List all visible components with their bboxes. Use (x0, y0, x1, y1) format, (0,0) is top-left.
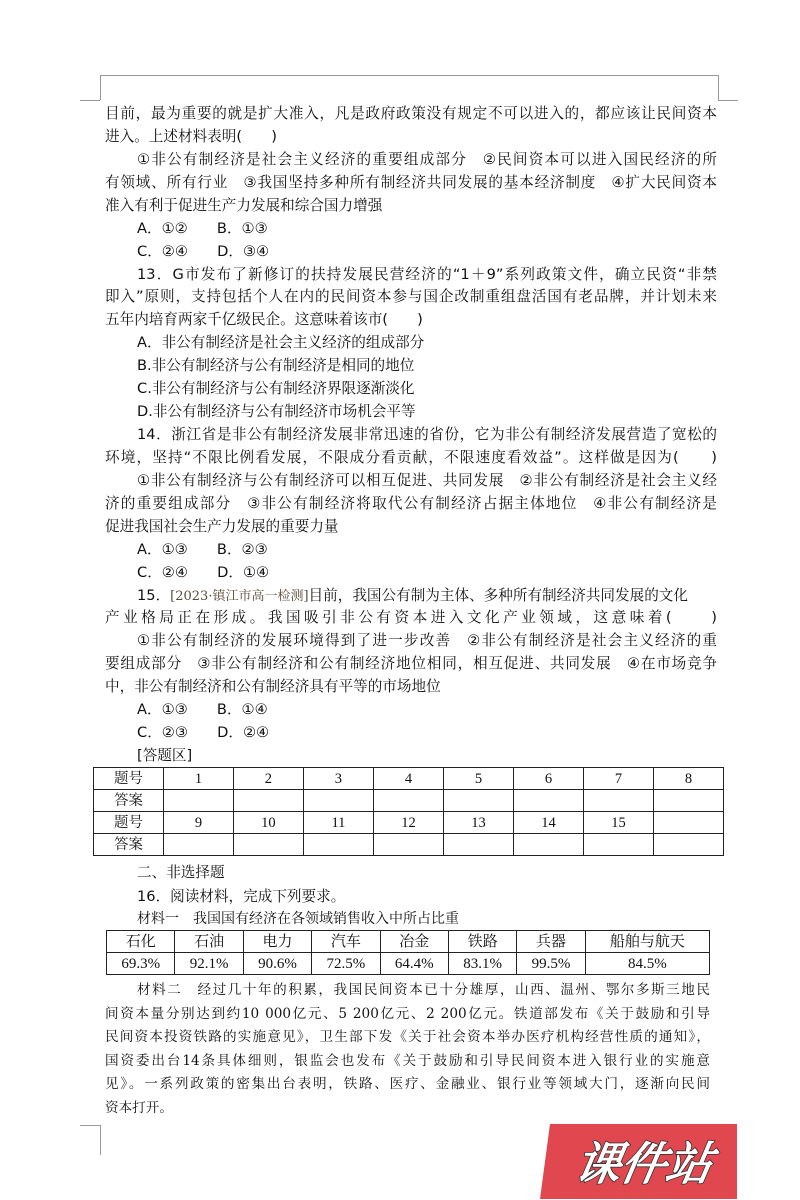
question-text: 目前，我国公有制为主体、多种所有制经济共同发展的文化 (308, 586, 688, 604)
value-cell: 83.1% (448, 953, 516, 975)
table-row (94, 768, 724, 790)
value-cell: 99.5% (517, 953, 585, 975)
header-cell: 船舶与航天 (585, 931, 709, 953)
row-header-cell: 题号 (94, 768, 164, 790)
corner-mark (80, 1125, 100, 1126)
question-number: 15． (137, 586, 171, 604)
header-cell: 铁路 (448, 931, 516, 953)
table-cell: 8 (654, 768, 724, 790)
text-line: ①非公有制经济是社会主义经济的重要组成部分 ②民间资本可以进入国民经济的所 (137, 150, 717, 168)
text-line: 见》。一系列政策的密集出台表明，铁路、医疗、金融业、银行业等领域大门，逐渐向民间 (105, 1076, 710, 1092)
value-cell: 72.5% (312, 953, 380, 975)
text-line: ①非公有制经济的发展环境得到了进一步改善 ②非公有制经济是社会主义经济的重 (137, 632, 717, 650)
header-cell: 兵器 (517, 931, 585, 953)
text-line: 即入”原则，支持包括个人在内的民间资本参与国企改制重组盘活国有老品牌，并计划未来 (105, 288, 717, 306)
table-cell (654, 812, 724, 834)
corner-mark (100, 1125, 101, 1155)
answer-area-label: [答题区] (137, 747, 193, 765)
table-cell (373, 790, 443, 812)
text-line: 国资委出台14条具体细则，银监会也发布《关于鼓励和引导民间资本进入银行业的实施意 (105, 1052, 710, 1069)
material1-title: 材料一 我国国有经济在各领域销售收入中所占比重 (137, 911, 459, 927)
text-line: 中，非公有制经济和公有制经济具有平等的市场地位 (105, 678, 441, 696)
table-cell (303, 834, 373, 856)
table-row (94, 834, 724, 856)
value-cell: 69.3% (107, 953, 175, 975)
option-line: D.非公有制经济与公有制经济市场机会平等 (137, 403, 416, 421)
text-line: 济的重要组成部分 ③非公有制经济将取代公有制经济占据主体地位 ④非公有制经济是 (105, 494, 717, 512)
row-header-cell: 答案 (94, 834, 164, 856)
table-cell (513, 790, 583, 812)
watermark-logo (540, 1124, 737, 1199)
text-line: 有领域、所有行业 ③我国坚持多种所有制经济共同发展的基本经济制度 ④扩大民间资本 (105, 173, 717, 191)
text-line: 进入。上述材料表明( ) (105, 127, 277, 145)
material1-table (106, 930, 710, 975)
question-14: 14．浙江省是非公有制经济发展非常迅速的省份，它为非公有制经济发展营造了宽松的 (137, 426, 717, 444)
corner-mark (718, 75, 719, 100)
table-cell: 12 (373, 812, 443, 834)
table-cell: 2 (233, 768, 303, 790)
value-cell: 84.5% (585, 953, 709, 975)
text-line: 材料二 经过几十年的积累，我国民间资本已十分雄厚，山西、温州、鄂尔多斯三地民 (137, 982, 710, 998)
table-cell: 6 (513, 768, 583, 790)
table-cell (303, 790, 373, 812)
section-heading: 二、非选择题 (137, 864, 225, 881)
header-cell: 石化 (107, 931, 175, 953)
corner-mark (100, 75, 101, 100)
value-cell: 92.1% (175, 953, 243, 975)
question-15 (137, 586, 717, 607)
text-line: 要组成部分 ③非公有制经济和公有制经济地位相同，相互促进、共同发展 ④在市场竞争 (105, 655, 717, 673)
table-cell: 4 (373, 768, 443, 790)
table-cell: 15 (583, 812, 653, 834)
table-cell: 13 (443, 812, 513, 834)
text-line: 产业格局正在形成。我国吸引非公有资本进入文化产业领域，这意味着( ) (105, 609, 717, 627)
text-line: 准入有利于促进生产力发展和综合国力增强 (105, 196, 383, 214)
table-cell: 1 (164, 768, 234, 790)
text-line: 环境，坚持“不限比例看发展，不限成分看贡献，不限速度看效益”。这样做是因为( ) (105, 448, 717, 466)
option-line: A．①③ B．①④ (137, 701, 268, 719)
table-cell: 5 (443, 768, 513, 790)
svg-text:课件站: 课件站 (571, 1136, 717, 1191)
table-cell: 3 (303, 768, 373, 790)
answer-table (93, 767, 724, 856)
table-cell: 11 (303, 812, 373, 834)
text-line: ①非公有制经济与公有制经济可以相互促进、共同发展 ②非公有制经济是社会主义经 (137, 471, 717, 489)
value-cell: 64.4% (380, 953, 448, 975)
question-source: [2023·镇江市高一检测] (170, 588, 309, 604)
option-line: C.非公有制经济与公有制经济界限逐渐淡化 (137, 380, 415, 398)
option-line: C．②④ D．③④ (137, 242, 270, 260)
option-line: B.非公有制经济与公有制经济是相同的地位 (137, 357, 415, 375)
table-cell (233, 790, 303, 812)
corner-mark (718, 100, 738, 101)
table-cell (443, 790, 513, 812)
table-cell: 14 (513, 812, 583, 834)
row-header-cell: 题号 (94, 812, 164, 834)
table-row (94, 790, 724, 812)
text-line: 民间资本投资铁路的实施意见》，卫生部下发《关于社会资本举办医疗机构经营性质的通知》， (105, 1029, 710, 1045)
value-cell: 90.6% (243, 953, 311, 975)
option-line: C．②③ D．②④ (137, 724, 270, 742)
text-line: 促进我国社会生产力发展的重要力量 (105, 517, 339, 535)
header-cell: 汽车 (312, 931, 380, 953)
table-cell (583, 790, 653, 812)
table-cell (654, 834, 724, 856)
text-line: 资本打开。 (105, 1099, 173, 1116)
table-cell (233, 834, 303, 856)
header-cell: 电力 (243, 931, 311, 953)
table-cell (164, 834, 234, 856)
option-line: C．②④ D．①④ (137, 563, 270, 581)
table-cell: 10 (233, 812, 303, 834)
header-cell: 石油 (175, 931, 243, 953)
table-cell: 9 (164, 812, 234, 834)
option-line: A．非公有制经济是社会主义经济的组成部分 (137, 334, 425, 352)
table-row (94, 812, 724, 834)
table-cell (513, 834, 583, 856)
table-cell (164, 790, 234, 812)
header-cell: 冶金 (380, 931, 448, 953)
text-line: 五年内培育两家千亿级民企。这意味着该市( ) (105, 311, 423, 329)
option-line: A．①③ B．②③ (137, 540, 268, 558)
table-cell (583, 834, 653, 856)
table-cell: 7 (583, 768, 653, 790)
corner-mark (80, 100, 100, 101)
table-cell (654, 790, 724, 812)
page-top-border (100, 75, 718, 76)
question-16: 16．阅读材料，完成下列要求。 (137, 888, 346, 905)
row-header-cell: 答案 (94, 790, 164, 812)
text-line: 目前，最为重要的就是扩大准入，凡是政府政策没有规定不可以进入的，都应该让民间资本 (105, 105, 717, 122)
table-cell (443, 834, 513, 856)
table-cell (373, 834, 443, 856)
question-13: 13．G市发布了新修订的扶持发展民营经济的“1＋9”系列政策文件，确立民资“非禁 (137, 265, 717, 283)
text-line: 间资本量分别达到约10 000亿元、5 200亿元、2 200亿元。铁道部发布《关于鼓励和引导 (105, 1005, 710, 1022)
option-line: A．①② B．①③ (137, 219, 268, 237)
